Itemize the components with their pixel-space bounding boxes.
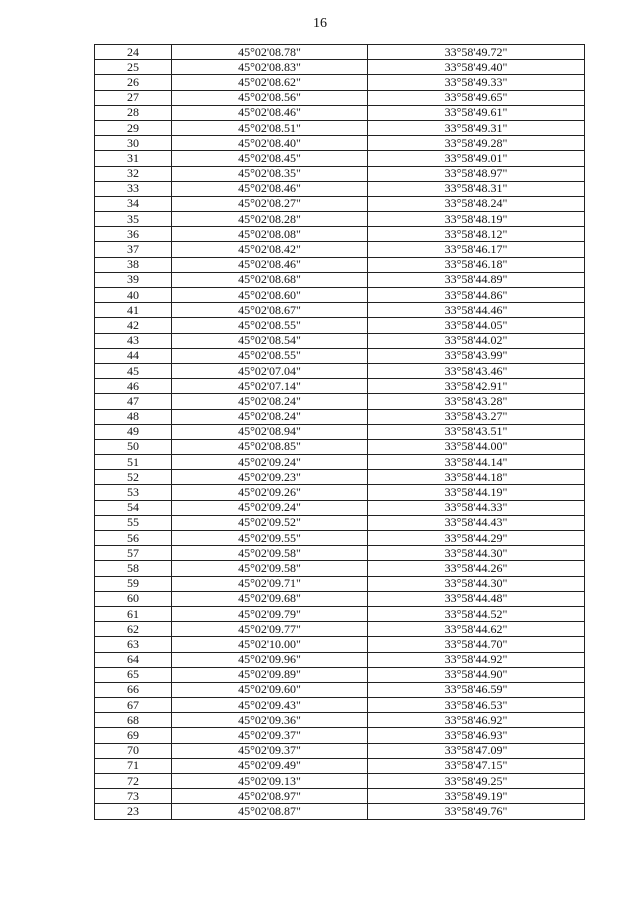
point-number-cell: 72 <box>95 774 172 789</box>
latitude-cell: 45°02'09.89" <box>172 667 368 682</box>
point-number-cell: 54 <box>95 500 172 515</box>
latitude-cell: 45°02'08.55" <box>172 348 368 363</box>
longitude-cell: 33°58'44.19" <box>368 485 585 500</box>
point-number-cell: 34 <box>95 196 172 211</box>
latitude-cell: 45°02'07.04" <box>172 363 368 378</box>
longitude-cell: 33°58'44.62" <box>368 622 585 637</box>
longitude-cell: 33°58'49.76" <box>368 804 585 819</box>
table-row <box>95 439 585 454</box>
table-row <box>95 212 585 227</box>
latitude-cell: 45°02'08.87" <box>172 804 368 819</box>
longitude-cell: 33°58'48.31" <box>368 181 585 196</box>
longitude-cell: 33°58'44.43" <box>368 515 585 530</box>
latitude-cell: 45°02'09.24" <box>172 500 368 515</box>
latitude-cell: 45°02'09.13" <box>172 774 368 789</box>
table-row <box>95 45 585 60</box>
longitude-cell: 33°58'44.00" <box>368 439 585 454</box>
latitude-cell: 45°02'08.55" <box>172 318 368 333</box>
latitude-cell: 45°02'08.24" <box>172 409 368 424</box>
latitude-cell: 45°02'09.55" <box>172 531 368 546</box>
table-row <box>95 667 585 682</box>
latitude-cell: 45°02'09.71" <box>172 576 368 591</box>
longitude-cell: 33°58'46.17" <box>368 242 585 257</box>
table-row <box>95 272 585 287</box>
longitude-cell: 33°58'49.28" <box>368 136 585 151</box>
longitude-cell: 33°58'48.97" <box>368 166 585 181</box>
latitude-cell: 45°02'08.78" <box>172 45 368 60</box>
longitude-cell: 33°58'44.14" <box>368 455 585 470</box>
longitude-cell: 33°58'46.59" <box>368 682 585 697</box>
point-number-cell: 71 <box>95 758 172 773</box>
latitude-cell: 45°02'08.67" <box>172 303 368 318</box>
point-number-cell: 50 <box>95 439 172 454</box>
latitude-cell: 45°02'09.77" <box>172 622 368 637</box>
latitude-cell: 45°02'07.14" <box>172 379 368 394</box>
point-number-cell: 43 <box>95 333 172 348</box>
latitude-cell: 45°02'09.37" <box>172 743 368 758</box>
table-row <box>95 728 585 743</box>
latitude-cell: 45°02'08.94" <box>172 424 368 439</box>
longitude-cell: 33°58'49.19" <box>368 789 585 804</box>
table-row <box>95 470 585 485</box>
longitude-cell: 33°58'49.40" <box>368 60 585 75</box>
latitude-cell: 45°02'08.85" <box>172 439 368 454</box>
point-number-cell: 28 <box>95 105 172 120</box>
latitude-cell: 45°02'08.42" <box>172 242 368 257</box>
point-number-cell: 47 <box>95 394 172 409</box>
table-row <box>95 136 585 151</box>
latitude-cell: 45°02'09.26" <box>172 485 368 500</box>
latitude-cell: 45°02'08.45" <box>172 151 368 166</box>
latitude-cell: 45°02'08.68" <box>172 272 368 287</box>
latitude-cell: 45°02'09.52" <box>172 515 368 530</box>
table-row <box>95 348 585 363</box>
table-row <box>95 515 585 530</box>
point-number-cell: 64 <box>95 652 172 667</box>
table-row <box>95 455 585 470</box>
point-number-cell: 70 <box>95 743 172 758</box>
latitude-cell: 45°02'09.58" <box>172 561 368 576</box>
longitude-cell: 33°58'42.91" <box>368 379 585 394</box>
longitude-cell: 33°58'43.99" <box>368 348 585 363</box>
latitude-cell: 45°02'08.97" <box>172 789 368 804</box>
point-number-cell: 66 <box>95 682 172 697</box>
point-number-cell: 61 <box>95 606 172 621</box>
point-number-cell: 60 <box>95 591 172 606</box>
longitude-cell: 33°58'44.29" <box>368 531 585 546</box>
table-row <box>95 546 585 561</box>
longitude-cell: 33°58'44.02" <box>368 333 585 348</box>
longitude-cell: 33°58'43.51" <box>368 424 585 439</box>
longitude-cell: 33°58'44.46" <box>368 303 585 318</box>
table-row <box>95 622 585 637</box>
table-row <box>95 151 585 166</box>
table-row <box>95 637 585 652</box>
longitude-cell: 33°58'44.30" <box>368 576 585 591</box>
longitude-cell: 33°58'49.25" <box>368 774 585 789</box>
point-number-cell: 56 <box>95 531 172 546</box>
table-row <box>95 485 585 500</box>
longitude-cell: 33°58'44.92" <box>368 652 585 667</box>
table-row <box>95 227 585 242</box>
table-row <box>95 531 585 546</box>
table-row <box>95 743 585 758</box>
longitude-cell: 33°58'44.86" <box>368 288 585 303</box>
point-number-cell: 51 <box>95 455 172 470</box>
latitude-cell: 45°02'08.62" <box>172 75 368 90</box>
point-number-cell: 33 <box>95 181 172 196</box>
latitude-cell: 45°02'09.43" <box>172 698 368 713</box>
point-number-cell: 40 <box>95 288 172 303</box>
point-number-cell: 42 <box>95 318 172 333</box>
table-row <box>95 242 585 257</box>
point-number-cell: 57 <box>95 546 172 561</box>
table-row <box>95 181 585 196</box>
longitude-cell: 33°58'49.31" <box>368 120 585 135</box>
table-row <box>95 652 585 667</box>
latitude-cell: 45°02'08.27" <box>172 196 368 211</box>
table-row <box>95 591 585 606</box>
point-number-cell: 67 <box>95 698 172 713</box>
point-number-cell: 41 <box>95 303 172 318</box>
latitude-cell: 45°02'08.46" <box>172 257 368 272</box>
page-number: 16 <box>313 16 327 31</box>
table-row <box>95 120 585 135</box>
point-number-cell: 23 <box>95 804 172 819</box>
point-number-cell: 26 <box>95 75 172 90</box>
longitude-cell: 33°58'46.53" <box>368 698 585 713</box>
point-number-cell: 29 <box>95 120 172 135</box>
longitude-cell: 33°58'43.28" <box>368 394 585 409</box>
point-number-cell: 59 <box>95 576 172 591</box>
latitude-cell: 45°02'09.58" <box>172 546 368 561</box>
latitude-cell: 45°02'10.00" <box>172 637 368 652</box>
latitude-cell: 45°02'09.96" <box>172 652 368 667</box>
longitude-cell: 33°58'44.52" <box>368 606 585 621</box>
point-number-cell: 49 <box>95 424 172 439</box>
latitude-cell: 45°02'08.46" <box>172 105 368 120</box>
longitude-cell: 33°58'44.70" <box>368 637 585 652</box>
table-row <box>95 379 585 394</box>
table-row <box>95 409 585 424</box>
coordinates-table <box>94 44 585 820</box>
table-row <box>95 257 585 272</box>
coordinates-table-body <box>95 45 585 820</box>
latitude-cell: 45°02'08.40" <box>172 136 368 151</box>
longitude-cell: 33°58'44.26" <box>368 561 585 576</box>
table-row <box>95 789 585 804</box>
point-number-cell: 48 <box>95 409 172 424</box>
longitude-cell: 33°58'46.92" <box>368 713 585 728</box>
point-number-cell: 38 <box>95 257 172 272</box>
latitude-cell: 45°02'09.23" <box>172 470 368 485</box>
point-number-cell: 35 <box>95 212 172 227</box>
table-row <box>95 333 585 348</box>
latitude-cell: 45°02'09.79" <box>172 606 368 621</box>
point-number-cell: 62 <box>95 622 172 637</box>
point-number-cell: 63 <box>95 637 172 652</box>
latitude-cell: 45°02'09.68" <box>172 591 368 606</box>
point-number-cell: 73 <box>95 789 172 804</box>
table-row <box>95 90 585 105</box>
longitude-cell: 33°58'44.33" <box>368 500 585 515</box>
point-number-cell: 68 <box>95 713 172 728</box>
table-row <box>95 774 585 789</box>
point-number-cell: 31 <box>95 151 172 166</box>
point-number-cell: 25 <box>95 60 172 75</box>
table-row <box>95 394 585 409</box>
table-row <box>95 318 585 333</box>
longitude-cell: 33°58'44.18" <box>368 470 585 485</box>
latitude-cell: 45°02'08.56" <box>172 90 368 105</box>
table-row <box>95 303 585 318</box>
point-number-cell: 69 <box>95 728 172 743</box>
table-row <box>95 682 585 697</box>
latitude-cell: 45°02'09.49" <box>172 758 368 773</box>
longitude-cell: 33°58'44.48" <box>368 591 585 606</box>
latitude-cell: 45°02'08.54" <box>172 333 368 348</box>
longitude-cell: 33°58'43.46" <box>368 363 585 378</box>
point-number-cell: 53 <box>95 485 172 500</box>
longitude-cell: 33°58'47.09" <box>368 743 585 758</box>
longitude-cell: 33°58'44.05" <box>368 318 585 333</box>
point-number-cell: 39 <box>95 272 172 287</box>
longitude-cell: 33°58'43.27" <box>368 409 585 424</box>
longitude-cell: 33°58'49.72" <box>368 45 585 60</box>
longitude-cell: 33°58'49.61" <box>368 105 585 120</box>
point-number-cell: 36 <box>95 227 172 242</box>
longitude-cell: 33°58'46.18" <box>368 257 585 272</box>
longitude-cell: 33°58'46.93" <box>368 728 585 743</box>
point-number-cell: 44 <box>95 348 172 363</box>
point-number-cell: 46 <box>95 379 172 394</box>
point-number-cell: 24 <box>95 45 172 60</box>
table-row <box>95 196 585 211</box>
longitude-cell: 33°58'44.30" <box>368 546 585 561</box>
latitude-cell: 45°02'09.37" <box>172 728 368 743</box>
point-number-cell: 65 <box>95 667 172 682</box>
table-row <box>95 60 585 75</box>
table-row <box>95 166 585 181</box>
point-number-cell: 52 <box>95 470 172 485</box>
latitude-cell: 45°02'08.46" <box>172 181 368 196</box>
longitude-cell: 33°58'47.15" <box>368 758 585 773</box>
table-row <box>95 713 585 728</box>
latitude-cell: 45°02'08.60" <box>172 288 368 303</box>
latitude-cell: 45°02'08.83" <box>172 60 368 75</box>
longitude-cell: 33°58'49.01" <box>368 151 585 166</box>
table-row <box>95 500 585 515</box>
latitude-cell: 45°02'08.08" <box>172 227 368 242</box>
longitude-cell: 33°58'44.90" <box>368 667 585 682</box>
latitude-cell: 45°02'08.28" <box>172 212 368 227</box>
latitude-cell: 45°02'08.51" <box>172 120 368 135</box>
table-row <box>95 424 585 439</box>
latitude-cell: 45°02'09.24" <box>172 455 368 470</box>
latitude-cell: 45°02'09.36" <box>172 713 368 728</box>
longitude-cell: 33°58'49.65" <box>368 90 585 105</box>
longitude-cell: 33°58'44.89" <box>368 272 585 287</box>
table-row <box>95 105 585 120</box>
latitude-cell: 45°02'08.35" <box>172 166 368 181</box>
table-row <box>95 288 585 303</box>
longitude-cell: 33°58'49.33" <box>368 75 585 90</box>
table-row <box>95 561 585 576</box>
table-row <box>95 606 585 621</box>
point-number-cell: 32 <box>95 166 172 181</box>
longitude-cell: 33°58'48.24" <box>368 196 585 211</box>
longitude-cell: 33°58'48.19" <box>368 212 585 227</box>
table-row <box>95 804 585 819</box>
table-row <box>95 698 585 713</box>
point-number-cell: 55 <box>95 515 172 530</box>
point-number-cell: 30 <box>95 136 172 151</box>
table-row <box>95 758 585 773</box>
point-number-cell: 45 <box>95 363 172 378</box>
table-row <box>95 75 585 90</box>
latitude-cell: 45°02'08.24" <box>172 394 368 409</box>
longitude-cell: 33°58'48.12" <box>368 227 585 242</box>
table-row <box>95 363 585 378</box>
point-number-cell: 58 <box>95 561 172 576</box>
latitude-cell: 45°02'09.60" <box>172 682 368 697</box>
table-row <box>95 576 585 591</box>
point-number-cell: 27 <box>95 90 172 105</box>
point-number-cell: 37 <box>95 242 172 257</box>
